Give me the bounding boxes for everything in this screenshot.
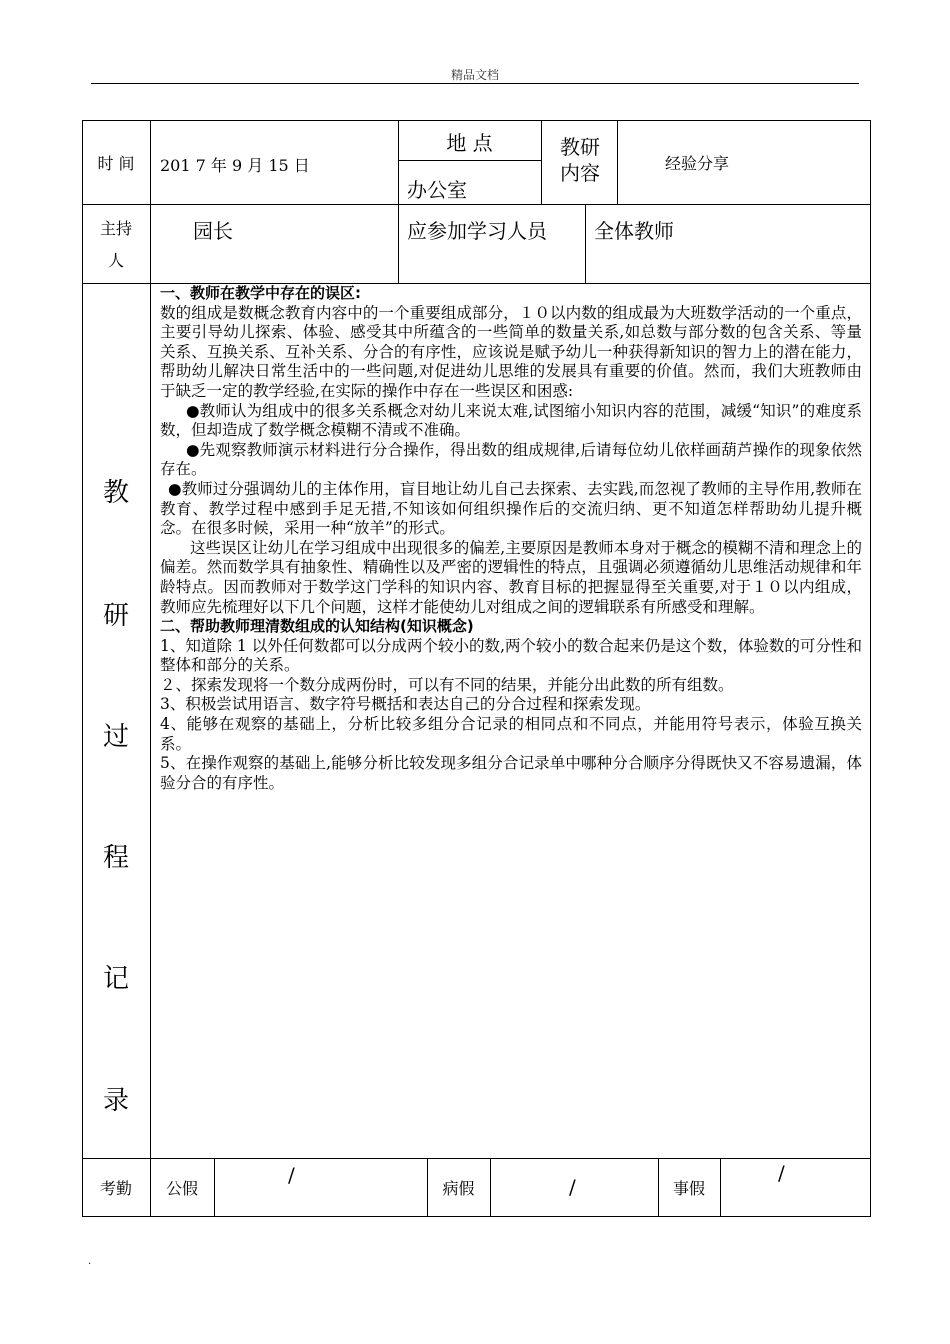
side-char-4: 程 xyxy=(102,843,129,873)
page-header: 精品文档 xyxy=(450,68,499,82)
public-leave-label: 公假 xyxy=(165,1179,198,1198)
bullet-1: ●教师认为组成中的很多关系概念对幼儿来说太难,试图缩小知识内容的范围，减缓“知识”的难度系数，但却造成了数学概念模糊不清或不准确。 xyxy=(160,401,862,440)
header-rule xyxy=(91,83,859,84)
row-divider-1 xyxy=(82,204,871,205)
list-item-4: 4、能够在观察的基础上，分析比较多组分合记录的相同点和不同点，并能用符号表示，体验互换关系。 xyxy=(160,715,862,753)
side-char-5: 记 xyxy=(102,964,129,994)
col-divider-f1 xyxy=(214,1158,215,1217)
paragraph-1: 数的组成是数概念教育内容中的一个重要组成部分，１０以内数的组成最为大班数学活动的一个重点，主要引导幼儿探索、体验、感受其中所蕴含的一些简单的数量关系,如总数与部分数的包含关系、等量关系、互换关系、互补关系、分合的有序性，应该说是赋予幼儿一种获得新知识的智力上的潜在能力，帮助幼儿解决日常生活中的一些问题,对促进幼儿思维的发展具有重要的价值。然而，我们大班教师由于缺乏一定的教学经验,在实际的操作中存在一些误区和困惑: xyxy=(160,303,862,400)
col-divider-f3 xyxy=(490,1158,491,1217)
list-item-1: 1、知道除 1 以外任何数都可以分成两个较小的数,两个较小的数合起来仍是这个数，体验数的可分性和整体和部分的关系。 xyxy=(160,636,862,675)
paragraph-2: 这些误区让幼儿在学习组成中出现很多的偏差,主要原因是教师本身对于概念的模糊不清和理念上的偏差。然而数学具有抽象性、精确性以及严密的逻辑性的特点，且强调必须遵循幼儿思维活动规律和年龄特点。因而教师对于数学这门学科的知识内容、教育目标的把握显得至关重要,对于１０以内组成，教师应先梳理好以下几个问题，这样才能使幼儿对组成之间的逻辑联系有所感受和理解。 xyxy=(160,538,862,616)
public-leave-value: / xyxy=(288,1163,295,1187)
list-item-2: ２、探索发现将一个数分成两份时，可以有不同的结果，并能分出此数的所有组数。 xyxy=(160,675,734,694)
list-item-3: 3、积极尝试用语言、数字符号概括和表达自己的分合过程和探索发现。 xyxy=(160,695,651,714)
personal-leave-label: 事假 xyxy=(672,1179,705,1198)
bullet-2: ●先观察教师演示材料进行分合操作，得出数的组成规律,后请每位幼儿依样画葫芦操作的现象依然存在。 xyxy=(160,440,862,479)
host-label: 主持人 xyxy=(99,219,132,270)
place-label: 地 点 xyxy=(446,130,493,155)
col-divider-3 xyxy=(541,120,542,205)
sick-leave-value: / xyxy=(569,1175,576,1199)
content-value: 经验分享 xyxy=(665,154,730,173)
section-heading-2: 二、帮助教师理清数组成的认知结构(知识概念) xyxy=(160,617,474,636)
side-char-2: 研 xyxy=(102,601,129,631)
footer-mark: . xyxy=(88,1256,92,1267)
section-heading-1: 一、教师在教学中存在的误区: xyxy=(160,284,361,302)
attendees-label: 应参加学习人员 xyxy=(407,219,547,243)
record-content xyxy=(160,284,862,793)
personal-leave-value: / xyxy=(778,1161,785,1185)
content-label: 教研内容 xyxy=(560,135,600,185)
col-divider-5 xyxy=(585,204,586,284)
place-value: 办公室 xyxy=(407,178,467,202)
list-item-5: 5、在操作观察的基础上,能够分析比较发现多组分合记录单中哪种分合顺序分得既快又不容易遗漏，体验分合的有序性。 xyxy=(160,754,862,792)
sick-leave-label: 病假 xyxy=(442,1179,475,1198)
time-value: 201 7 年 9 月 15 日 xyxy=(160,156,310,175)
side-char-3: 过 xyxy=(102,722,129,752)
attendees-value: 全体教师 xyxy=(594,219,674,243)
side-char-1: 教 xyxy=(102,478,129,508)
place-divider xyxy=(398,160,541,161)
side-char-6: 录 xyxy=(102,1086,129,1116)
attendance-label: 考勤 xyxy=(99,1179,132,1198)
col-divider-main xyxy=(150,120,151,1217)
col-divider-4 xyxy=(617,120,618,205)
host-value: 园长 xyxy=(193,219,233,243)
bullet-3: ●教师过分强调幼儿的主体作用，盲目地让幼儿自己去探索、去实践,而忽视了教师的主导作用,教师在教育、教学过程中感到手足无措,不知该如何组织操作后的交流归纳、更不知道怎样帮助幼儿提升概念。在很多时候，采用一种“放羊”的形式。 xyxy=(160,479,862,538)
time-label: 时 间 xyxy=(97,154,135,173)
col-divider-f5 xyxy=(720,1158,721,1217)
